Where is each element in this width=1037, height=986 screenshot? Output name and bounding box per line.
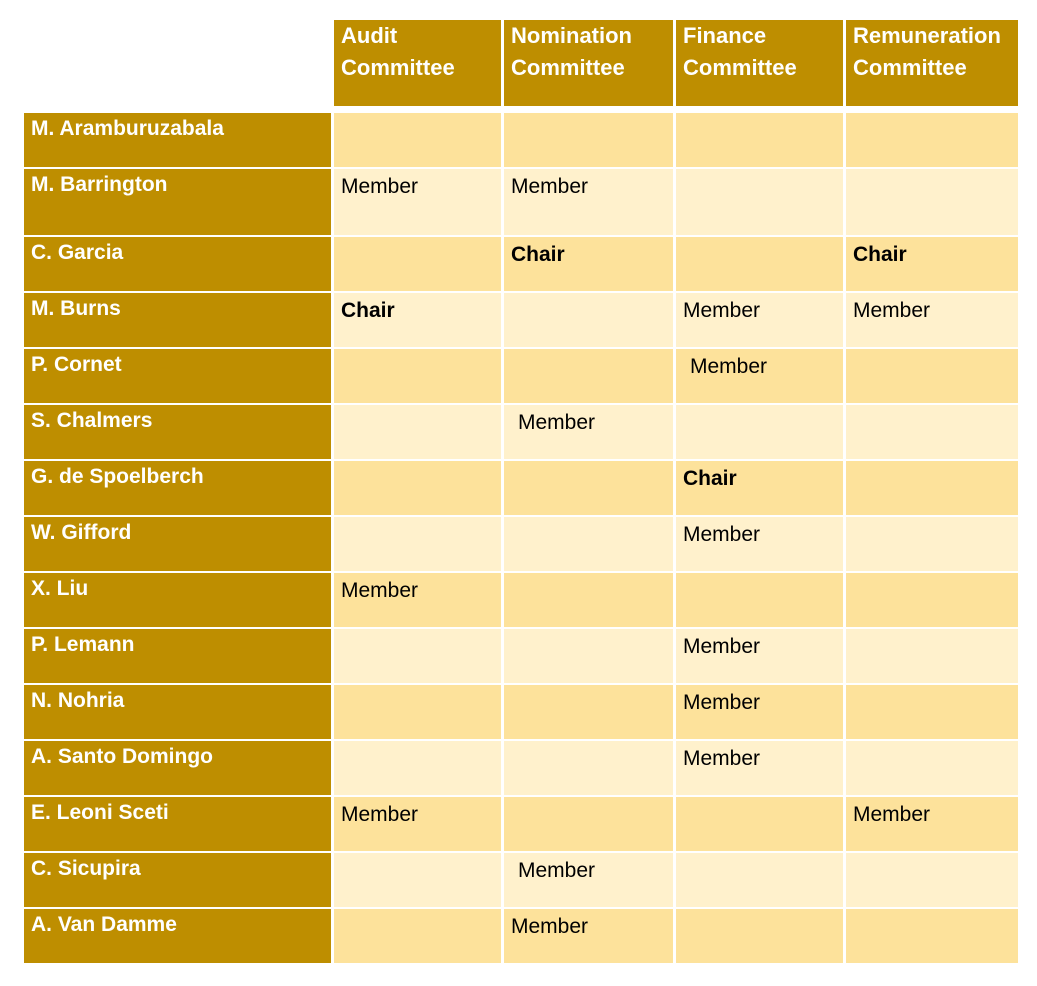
column-header-line1: Finance	[683, 23, 767, 48]
table-cell: Member	[676, 349, 843, 403]
table-cell	[504, 629, 673, 683]
table-cell	[504, 113, 673, 167]
row-name: X. Liu	[24, 573, 331, 627]
table-cell: Member	[676, 629, 843, 683]
table-cell	[676, 169, 843, 235]
column-header-line1: Remuneration	[853, 23, 1001, 48]
row-name: G. de Spoelberch	[24, 461, 331, 515]
table-cell: Member	[504, 169, 673, 235]
row-name: A. Van Damme	[24, 909, 331, 963]
table-cell: Member	[504, 853, 673, 907]
table-cell: Member	[676, 517, 843, 571]
column-header-line2: Committee	[683, 55, 797, 80]
table-cell	[846, 629, 1018, 683]
table-cell	[504, 741, 673, 795]
table-cell	[334, 237, 501, 291]
table-cell: Member	[846, 797, 1018, 851]
table-cell	[846, 741, 1018, 795]
table-cell	[334, 113, 501, 167]
table-cell	[334, 517, 501, 571]
row-name: M. Aramburuzabala	[24, 113, 331, 167]
row-name: S. Chalmers	[24, 405, 331, 459]
column-header	[846, 20, 1018, 106]
table-cell	[504, 573, 673, 627]
table-cell	[334, 741, 501, 795]
table-cell	[846, 113, 1018, 167]
table-cell: Member	[334, 573, 501, 627]
column-header	[334, 20, 501, 106]
table-cell	[676, 113, 843, 167]
row-name: C. Garcia	[24, 237, 331, 291]
table-cell	[676, 237, 843, 291]
table-cell	[846, 349, 1018, 403]
column-header-line2: Committee	[341, 55, 455, 80]
table-cell: Member	[504, 405, 673, 459]
table-cell	[334, 405, 501, 459]
table-cell: Member	[676, 741, 843, 795]
row-name: E. Leoni Sceti	[24, 797, 331, 851]
table-cell	[334, 349, 501, 403]
table-cell	[504, 517, 673, 571]
table-cell	[846, 573, 1018, 627]
table-cell: Chair	[846, 237, 1018, 291]
table-cell	[846, 909, 1018, 963]
column-header	[504, 20, 673, 106]
table-cell	[676, 853, 843, 907]
column-header-line2: Committee	[853, 55, 967, 80]
row-name: W. Gifford	[24, 517, 331, 571]
table-cell	[334, 853, 501, 907]
table-cell	[334, 909, 501, 963]
table-cell	[676, 909, 843, 963]
table-cell	[676, 797, 843, 851]
table-cell: Chair	[334, 293, 501, 347]
table-cell	[846, 853, 1018, 907]
table-cell	[846, 461, 1018, 515]
table-cell: Member	[334, 797, 501, 851]
table-cell	[676, 573, 843, 627]
table-cell	[846, 169, 1018, 235]
table-cell	[504, 797, 673, 851]
table-cell	[504, 349, 673, 403]
table-cell: Member	[676, 293, 843, 347]
table-cell	[504, 685, 673, 739]
row-name: C. Sicupira	[24, 853, 331, 907]
row-name: N. Nohria	[24, 685, 331, 739]
table-cell	[504, 293, 673, 347]
table-cell: Member	[676, 685, 843, 739]
column-header	[676, 20, 843, 106]
table-cell: Chair	[504, 237, 673, 291]
column-header-line1: Nomination	[511, 23, 632, 48]
table-cell	[846, 685, 1018, 739]
table-cell	[676, 405, 843, 459]
table-cell: Member	[334, 169, 501, 235]
row-name: P. Lemann	[24, 629, 331, 683]
row-name: M. Barrington	[24, 169, 331, 235]
row-name: A. Santo Domingo	[24, 741, 331, 795]
row-name: P. Cornet	[24, 349, 331, 403]
row-name: M. Burns	[24, 293, 331, 347]
table-cell	[846, 517, 1018, 571]
table-cell	[334, 685, 501, 739]
table-cell: Member	[846, 293, 1018, 347]
table-cell	[334, 461, 501, 515]
table-cell: Member	[504, 909, 673, 963]
table-cell	[334, 629, 501, 683]
column-header-line1: Audit	[341, 23, 398, 48]
column-header-line2: Committee	[511, 55, 625, 80]
table-cell	[504, 461, 673, 515]
table-cell: Chair	[676, 461, 843, 515]
table-cell	[846, 405, 1018, 459]
